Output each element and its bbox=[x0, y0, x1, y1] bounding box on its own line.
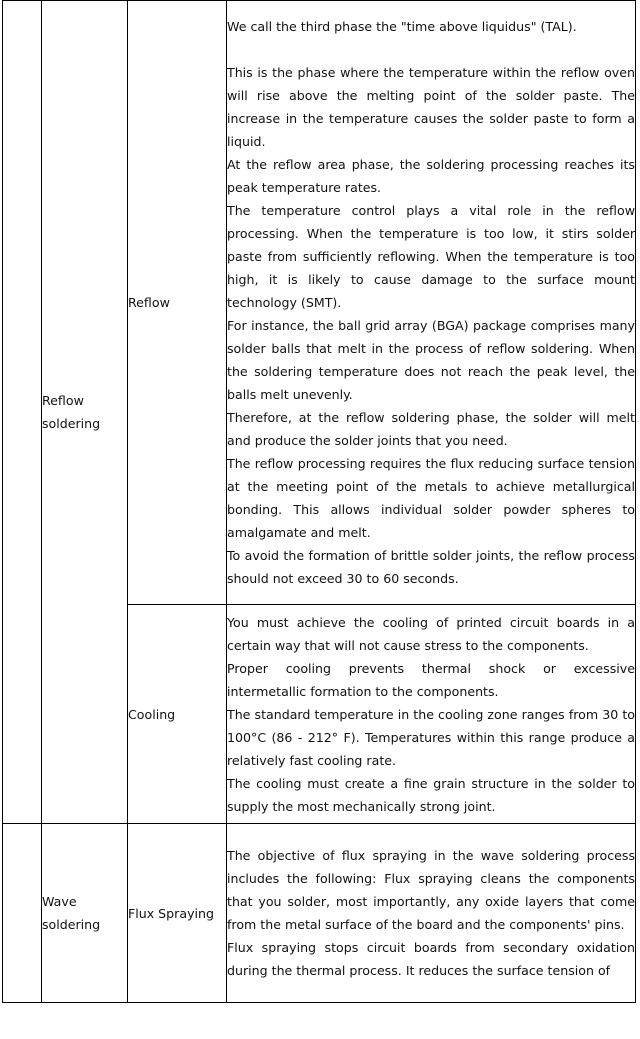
flux-paragraph: Flux spraying stops circuit boards from secondary oxidation during the thermal process. It reduces the surface tension of bbox=[227, 940, 635, 978]
reflow-paragraph: Therefore, at the reflow soldering phase, the solder will melt and produce the solder joints that you need. bbox=[227, 410, 635, 448]
reflow-paragraph: At the reflow area phase, the soldering processing reaches its peak temperature rates. bbox=[227, 157, 635, 195]
phase-name-reflow: Reflow bbox=[128, 1, 227, 605]
process-name-reflow-soldering: Reflow soldering bbox=[42, 1, 128, 824]
reflow-paragraph: The temperature control plays a vital role in the reflow processing. When the temperature is too low, it stirs solder paste from sufficiently reflowing. When the temperature is too high, it is likely to cause damage to the surface mount technology (SMT). bbox=[227, 203, 635, 310]
reflow-paragraph: The reflow processing requires the flux reducing surface tension at the meeting point of the metals to achieve metallurgical bonding. This allows individual solder powder spheres to amalgamate and melt. bbox=[227, 456, 635, 540]
index-cell bbox=[3, 1, 42, 824]
reflow-paragraph: To avoid the formation of brittle solder joints, the reflow process should not exceed 30 to 60 seconds. bbox=[227, 548, 635, 586]
cooling-paragraph: The standard temperature in the cooling zone ranges from 30 to 100°C (86 - 212° F). Temperatures within this range produce a relatively fast cooling rate. bbox=[227, 706, 635, 768]
cooling-paragraph: The cooling must create a fine grain structure in the solder to supply the most mechanically strong joint. bbox=[227, 775, 635, 814]
phase-name-flux-spraying: Flux Spraying bbox=[128, 824, 227, 1003]
phase-description-cooling bbox=[227, 605, 636, 824]
flux-paragraph: The objective of flux spraying in the wave soldering process includes the following: Flux spraying cleans the components that you solder, most importantly, any oxide layers that come from the metal surface of the board and the components' pins. bbox=[227, 848, 635, 932]
phase-description-flux-spraying bbox=[227, 824, 636, 1003]
cooling-paragraph: You must achieve the cooling of printed circuit boards in a certain way that will not cause stress to the components. bbox=[227, 614, 635, 653]
soldering-process-table bbox=[2, 0, 636, 1003]
phase-description-reflow bbox=[227, 1, 636, 605]
process-name-wave-soldering: Wave soldering bbox=[42, 824, 128, 1003]
table-row bbox=[3, 1, 636, 605]
cooling-paragraph: Proper cooling prevents thermal shock or excessive intermetallic formation to the components. bbox=[227, 660, 635, 699]
reflow-paragraph: We call the third phase the "time above liquidus" (TAL). bbox=[227, 19, 577, 34]
reflow-paragraph: This is the phase where the temperature within the reflow oven will rise above the melting point of the solder paste. The increase in the temperature causes the solder paste to form a liquid. bbox=[227, 65, 635, 149]
phase-name-cooling: Cooling bbox=[128, 605, 227, 824]
table-row bbox=[3, 824, 636, 1003]
reflow-paragraph: For instance, the ball grid array (BGA) package comprises many solder balls that melt in the process of reflow soldering. When the soldering temperature does not reach the peak level, the balls melt unevenly. bbox=[227, 318, 635, 402]
index-cell bbox=[3, 824, 42, 1003]
